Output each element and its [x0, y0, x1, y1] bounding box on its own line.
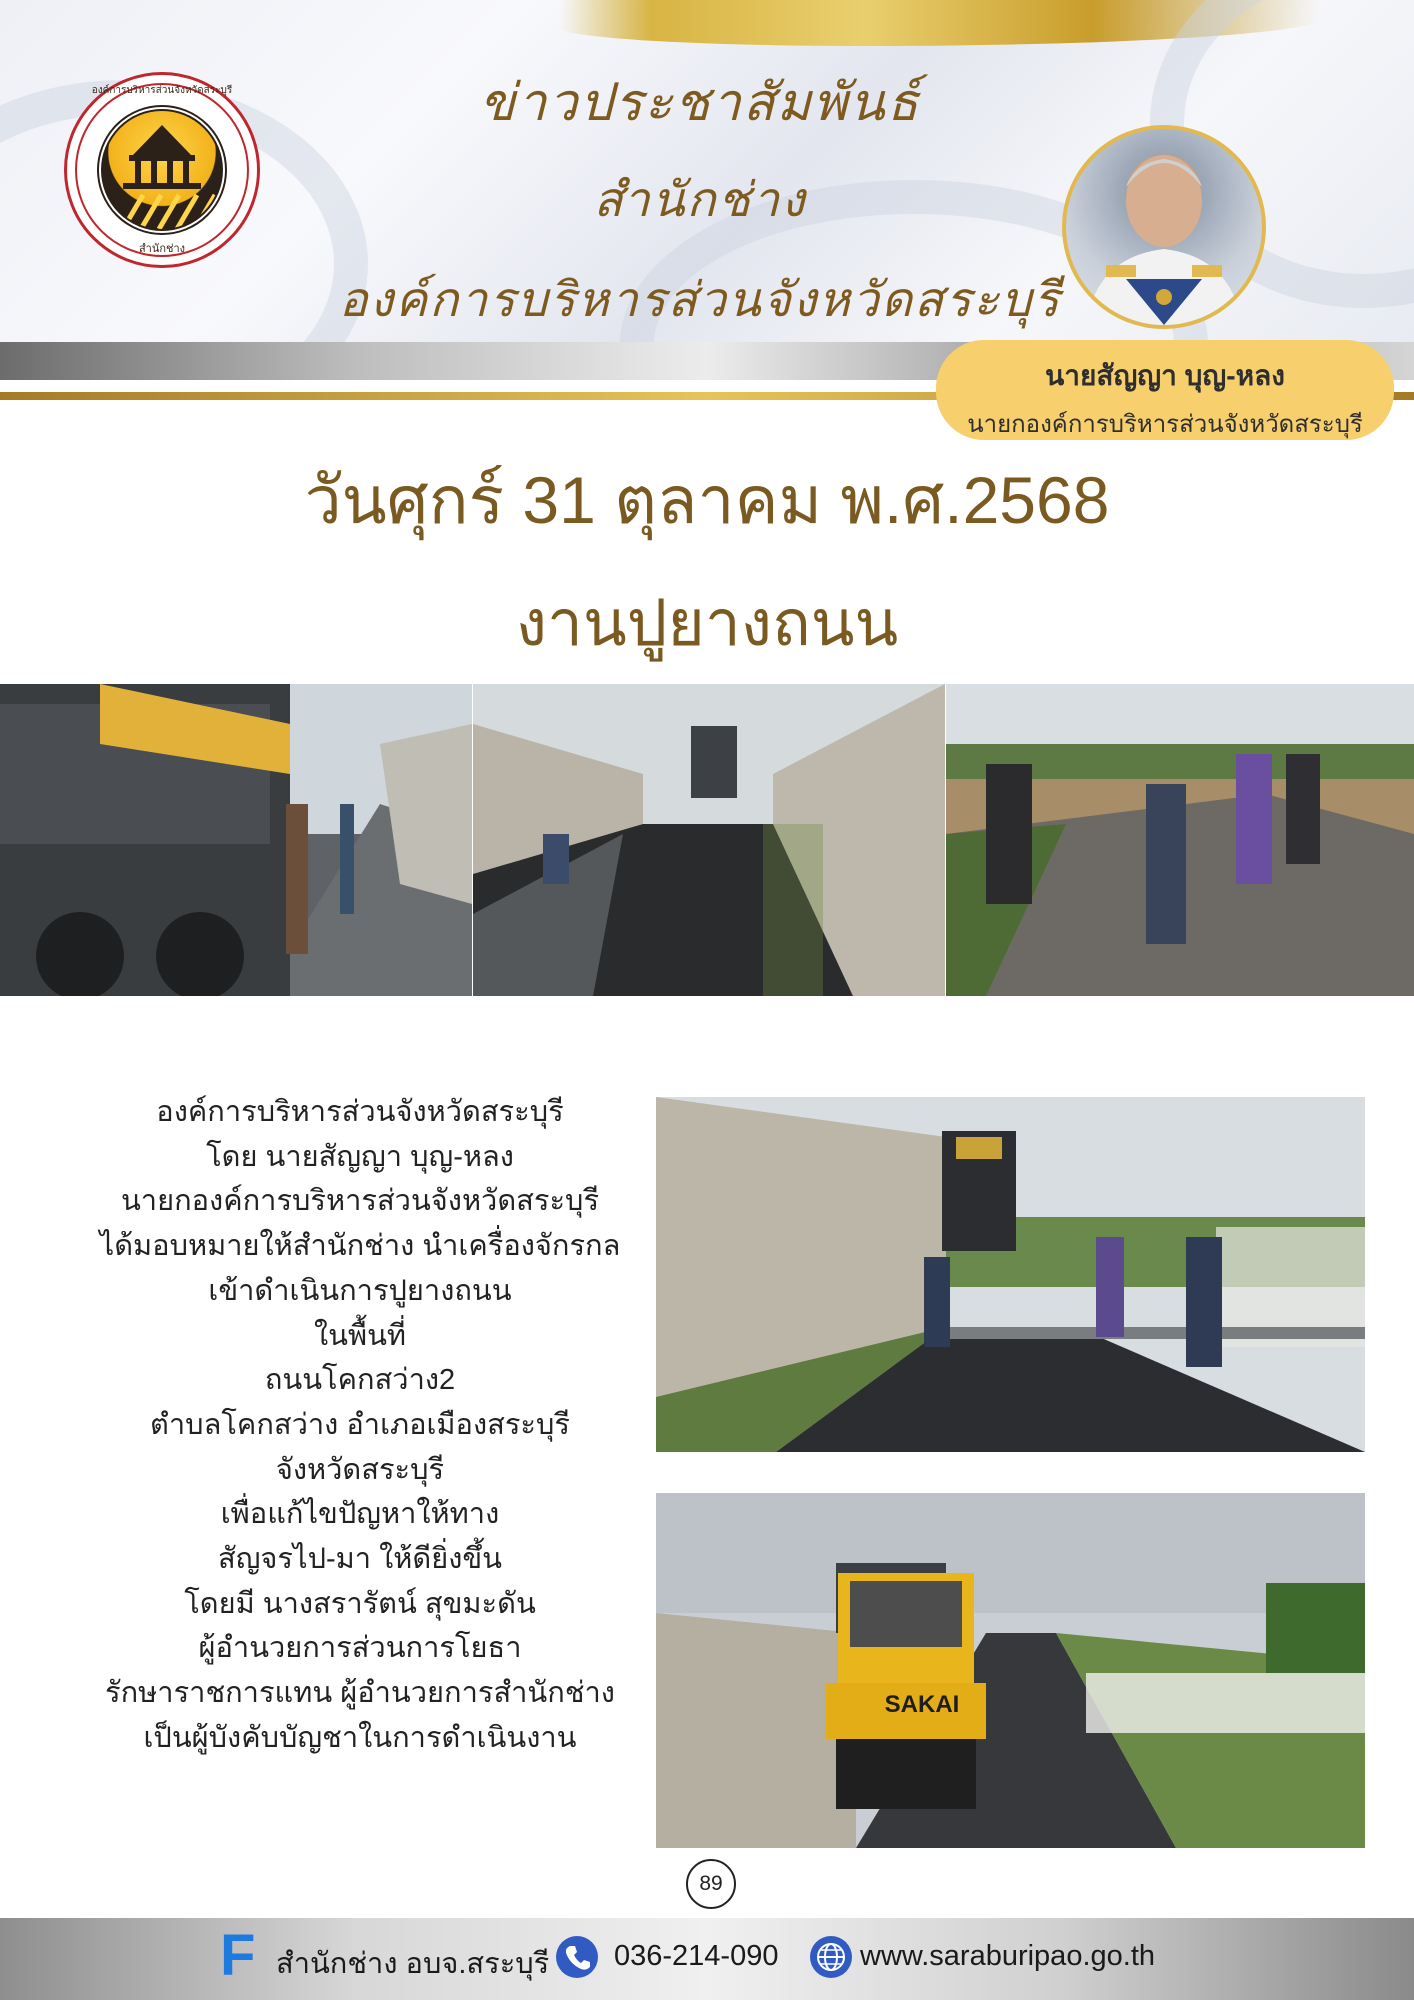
header-title-1: ข่าวประชาสัมพันธ์	[479, 73, 921, 133]
body-line: นายกองค์การบริหารส่วนจังหวัดสระบุรี	[120, 1185, 600, 1218]
body-line: ตำบลโคกสว่าง อำเภอเมืองสระบุรี	[150, 1408, 570, 1441]
facebook-icon[interactable]: F	[220, 1923, 256, 1988]
body-line: เพื่อแก้ไขปัญหาให้ทาง	[220, 1498, 500, 1531]
body-line: โดย นายสัญญา บุญ-หลง	[206, 1140, 514, 1173]
work-title: งานปูยางถนน	[515, 587, 899, 659]
header-banner	[0, 0, 1414, 342]
news-date: วันศุกร์ 31 ตุลาคม พ.ศ.2568	[304, 463, 1110, 537]
footer-phone[interactable]: 036-214-090	[614, 1940, 779, 1972]
roller-brand-label: SAKAI	[884, 1691, 960, 1718]
photo-paving-wall-road	[473, 684, 945, 996]
photo-paver-workers	[656, 1097, 1365, 1452]
body-line: องค์การบริหารส่วนจังหวัดสระบุรี	[156, 1096, 564, 1128]
person-icon	[1066, 129, 1262, 325]
logo-bottom-text: สำนักช่าง	[138, 242, 186, 255]
body-line: ผู้อำนวยการส่วนการโยธา	[198, 1632, 522, 1665]
body-line: ถนนโคกสว่าง2	[264, 1364, 456, 1397]
official-name-badge	[936, 340, 1394, 440]
official-position: นายกองค์การบริหารส่วนจังหวัดสระบุรี	[967, 411, 1363, 438]
footer-website[interactable]: www.saraburipao.go.th	[860, 1940, 1155, 1972]
body-line: รักษาราชการแทน ผู้อำนวยการสำนักช่าง	[105, 1677, 615, 1710]
phone-icon	[556, 1936, 598, 1978]
body-line: จังหวัดสระบุรี	[275, 1453, 445, 1486]
logo-temple-icon	[101, 109, 223, 231]
page-number: 89	[686, 1859, 736, 1909]
logo-ring-text: องค์การบริหารส่วนจังหวัดสระบุรี	[91, 85, 233, 96]
globe-icon	[810, 1936, 852, 1978]
body-line: ในพื้นที่	[313, 1319, 407, 1352]
body-line: สัญจรไป-มา ให้ดียิ่งขึ้น	[218, 1543, 502, 1576]
photo-sakai-roller	[656, 1493, 1365, 1848]
footer-facebook-page[interactable]: สำนักช่าง อบจ.สระบุรี	[276, 1948, 550, 1980]
official-name: นายสัญญา บุญ-หลง	[1045, 360, 1285, 391]
photo-dump-truck	[0, 684, 472, 996]
header-title-3: องค์การบริหารส่วนจังหวัดสระบุรี	[338, 272, 1062, 328]
footer-bar	[0, 1918, 1414, 2000]
photo-workers-patching	[946, 684, 1414, 996]
body-line: เข้าดำเนินการปูยางถนน	[208, 1274, 512, 1307]
news-body-text	[80, 1090, 640, 1761]
official-portrait	[1062, 125, 1266, 329]
header-title-2: สำนักช่าง	[593, 172, 807, 228]
organization-logo	[64, 72, 260, 268]
body-line: เป็นผู้บังคับบัญชาในการดำเนินงาน	[143, 1721, 577, 1754]
body-line: ได้มอบหมายให้สำนักช่าง นำเครื่องจักรกล	[99, 1230, 621, 1263]
body-line: โดยมี นางสรารัตน์ สุขมะดัน	[184, 1587, 536, 1620]
